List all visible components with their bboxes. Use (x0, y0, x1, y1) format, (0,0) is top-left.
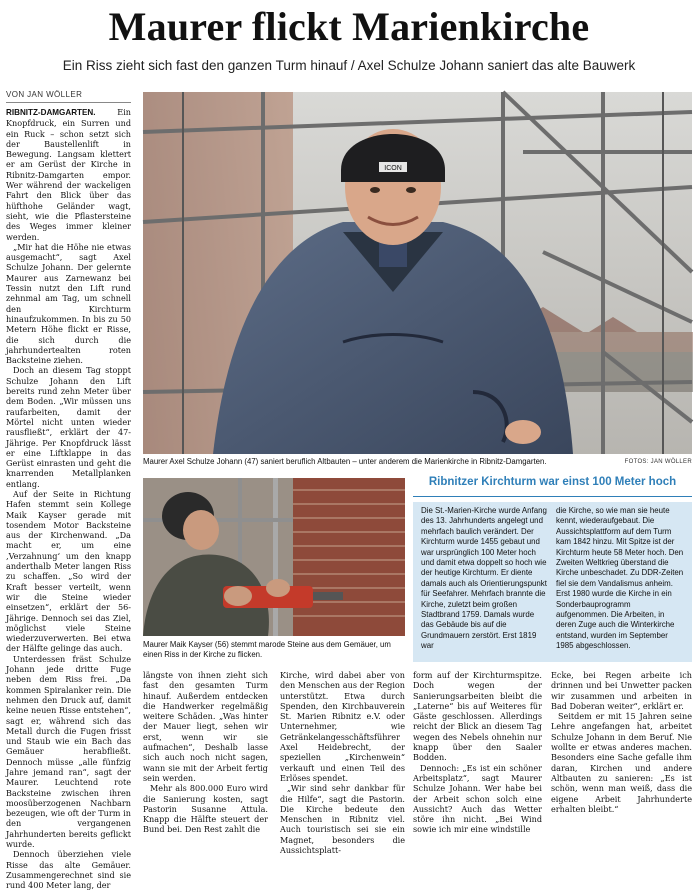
secondary-photo-caption: Maurer Maik Kayser (56) stemmt marode Steine aus dem Gemäuer, um einen Riss in der Kirche zu flicken. (143, 640, 391, 659)
headline: Maurer flickt Marienkirche (108, 4, 590, 49)
photo-credit: FOTOS: JAN WÖLLER (624, 459, 692, 465)
paragraph-1 (6, 107, 131, 242)
paragraph-text: Ein Knopfdruck, ein Surren und ein Ruck – schon setzt sich der Baustellenlift in Bewegung. Langsam klettert er am Gerüst der Kirche in Ribnitz-Damgarten empor. Wer während der wackeligen Fahrt den Blick über das hüfthohe Geländer wagt, sieht, wie die Pflastersteine des Weges immer kleiner werden. (6, 107, 131, 242)
subheadline: Ein Riss zieht sich fast den ganzen Turm hinauf / Axel Schulze Johann saniert das alte Bauwerk (62, 58, 636, 73)
article-column-1 (6, 107, 131, 891)
article-column-2 (143, 670, 268, 848)
infobox-divider (413, 496, 692, 497)
paragraph-4: Auf der Seite in Richtung Hafen stemmt sein Kollege Maik Kayser gerade mit tosendem Motor Backsteine aus der Kirchenwand. „Da macht er, um eine ‚Verzahnung‘ um den knapp anderthalb Meter langen Riss zu schaffen. „So wird der Kraft besser verteilt, wenn wir die Steine wieder einsetzen“, erklärt der 56-Jährige. Dennoch sei das Ziel, möglichst viele Steine wiederzuverwerten. Bei etwa der Hälfte gelinge das auch. (6, 488, 131, 654)
infobox-column-2: die Kirche, so wie man sie heute kennt, wiederaufgebaut. Die Aussichtsplattform auf dem Turm kam 1842 hinzu. Mit Spitze ist der Kirchturm heute 58 Meter hoch. Den Zweiten Weltkrieg überstand die Kirche unbeschadet. Zu DDR-Zeiten fiel sie dem Vandalismus anheim. Erst 1980 wurde die Kirche in ein Sonderbauprogramm aufgenommen. Die Arbeiten, in deren Zuge auch die Winterkirche entstand, wurden im September 1985 abgeschlossen. (556, 506, 684, 651)
paragraph-3: Doch an diesem Tag stoppt Schulze Johann den Lift bereits rund zehn Meter über dem Boden. „Wir müssen uns raufarbeiten, damit der Mörtel nicht unten wieder rausfließt“, erklärt der 47-Jährige. Per Knopfdruck lässt er eine Liftklappe in das Gerüst einrasten und geht die knarrenden Metallplanken entlang. (6, 365, 131, 489)
author-byline: VON JAN WÖLLER (6, 90, 83, 99)
paragraph: Seitdem er mit 15 Jahren seine Lehre angefangen hat, arbeitet Schulze Johann in dem Beruf. Nie wollte er etwas anderes machen. Besonders eine Sache gefalle ihm daran, Kirchen und andere Altbauten zu sanieren: „Es ist schön, wenn man weiß, dass die eigene Arbeit Jahrhunderte erhalten bleibt.“ (551, 711, 692, 814)
main-photo-caption: Maurer Axel Schulze Johann (47) saniert beruflich Altbauten – unter anderem die Marienkirche in Ribnitz-Damgarten. (143, 457, 547, 466)
paragraph: „Wir sind sehr dankbar für die Hilfe“, sagt die Pastorin. Die Kirche bedeute den Menschen in Ribnitz viel. Auch touristisch sei sie ein Magnet, besonders die Aussichtsplatt- (280, 783, 405, 856)
paragraph: form auf der Kirchturmspitze. Doch wegen der Sanierungsarbeiten bleibt die „Laterne“ bis auf Weiteres für Gäste geschlossen. Allerdings reicht der Blick an diesem Tag wegen des Nebels ohnehin nur knapp über den Saaler Bodden. (413, 670, 542, 763)
paragraph: Kirche, wird dabei aber von den Menschen aus der Region unterstützt. Etwa durch Spenden, den Kirchbauverein St. Marien Ribnitz e.V. oder Unternehmer, wie Getränkelangesschäftsführer Axel Heidebrecht, der speziellen „Kirchenwein“ verkauft und einen Teil des Erlöses spendet. (280, 670, 405, 783)
byline-divider (6, 102, 131, 103)
beanie-logo-text: ICON (384, 165, 402, 172)
main-photo (143, 92, 692, 454)
secondary-photo (143, 478, 405, 636)
paragraph-2: „Mir hat die Höhe nie etwas ausgemacht“, sagt Axel Schulze Johann. Der gelernte Maurer aus Zarnewanz bei Tessin nutzt den Lift rund zehnmal am Tag, um schnell den Kirchturm hinaufzukommen. In bis zu 50 Metern Höhe flickt er Risse, die sich durch die jahrhundertealten roten Backsteine ziehen. (6, 241, 131, 366)
paragraph-5: Unterdessen fräst Schulze Johann jede dritte Fuge neben dem Riss frei. „Da kommen Spiralanker rein. Die nehmen den Druck auf, damit keine neuen Risse entstehen“, sagt er, während sich das Metall durch die Fugen frisst und Staub wie ein Bach das Gemäuer herabfließt. Dennoch müsse „alle fünfzig Jahre jemand ran“, sagt der Maurer. Leuchtend rote Backsteine zwischen ihren moosüberzogenen Nachbarn bezeugen, wie oft der Turm in den vergangenen Jahrhunderten bereits geflickt wurde. (6, 653, 131, 850)
article-column-3 (280, 670, 405, 856)
infobox-title: Ribnitzer Kirchturm war einst 100 Meter hoch (428, 476, 677, 488)
infobox (413, 502, 692, 662)
dateline: RIBNITZ-DAMGARTEN. (6, 108, 96, 117)
infobox-column-1: Die St.-Marien-Kirche wurde Anfang des 13. Jahrhunderts angelegt und mehrfach baulich verändert. Der Kirchturm wurde 1455 gebaut und war ursprünglich 100 Meter hoch und damit etwa doppelt so hoch wie der heutige Kirchturm. Er diente damals auch als Orientierungspunkt für Seefahrer. Mehrfach brannte die Kirche, zuletzt beim großen Stadtbrand 1759. Damals wurde das Gebäude bis auf die Grundmauern zerstört. Erst 1819 war (421, 506, 547, 651)
paragraph: Ecke, bei Regen arbeite ich drinnen und bei Unwetter packen wir zusammen und arbeiten in Bad Doberan weiter“, erklärt er. (551, 670, 692, 711)
paragraph-6: Dennoch überziehen viele Risse das alte Gemäuer. Zusammengerechnet sind sie rund 400 Meter lang, der (6, 849, 131, 891)
article-column-5 (551, 670, 692, 848)
paragraph: Dennoch: „Es ist ein schöner Arbeitsplatz“, sagt Maurer Schulze Johann. Wer habe bei der Arbeit schon solch eine Aussicht? Auch das Wetter störe ihn nicht. „Bei Wind sowie ich mir eine windstille (413, 762, 542, 835)
paragraph: längste von ihnen zieht sich fast den gesamten Turm hinauf. Außerdem entdecken die Handwerker regelmäßig weitere Schäden. „Was hinter der Mauer liegt, sehen wir erst, wenn wir sie aufmachen“, Deshalb lasse sich auch noch nicht sagen, wann sie mit der Arbeit fertig sein werden. (143, 670, 268, 783)
article-column-4 (413, 670, 542, 848)
paragraph: Mehr als 800.000 Euro wird die Sanierung kosten, sagt Pastorin Susanne Attula. Knapp die Hälfte steuert der Bund bei. Den Rest zahlt die (143, 783, 268, 835)
